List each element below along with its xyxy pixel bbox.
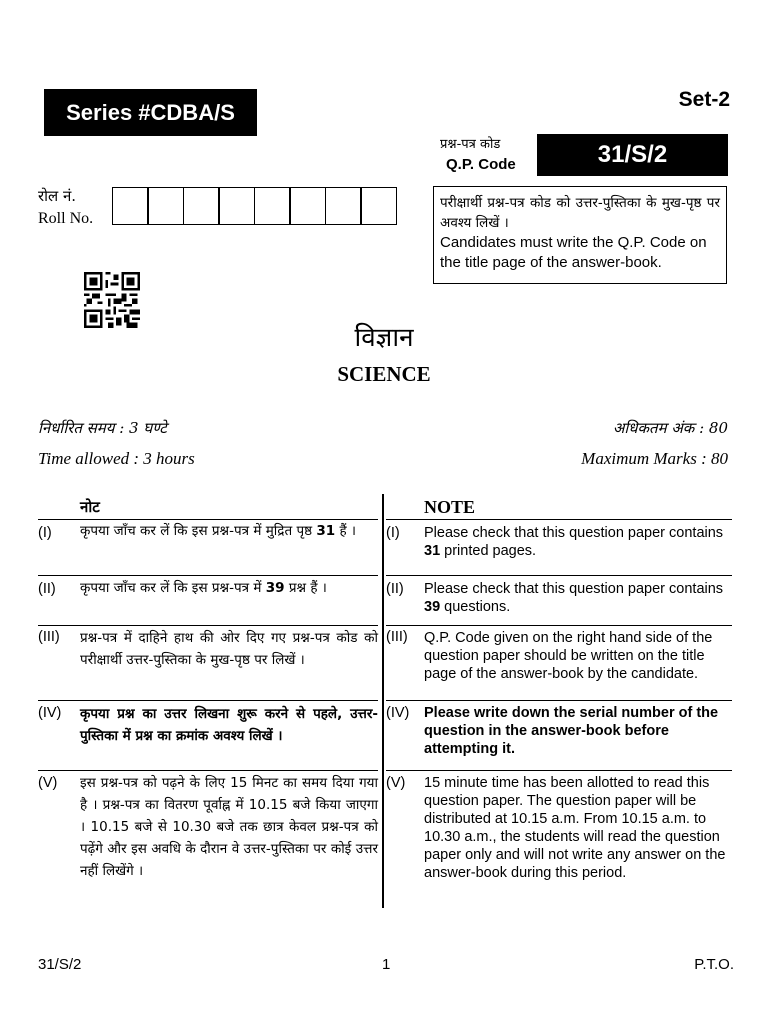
row-divider	[38, 625, 378, 626]
footer-pto: P.T.O.	[694, 956, 734, 973]
roll-number-boxes[interactable]	[113, 187, 397, 225]
roll-digit-box[interactable]	[183, 187, 220, 225]
footer-code: 31/S/2	[38, 956, 82, 973]
note-text: Please check that this question paper contains 31 printed pages.	[424, 525, 724, 559]
note-number-hindi: (III)	[38, 629, 60, 645]
roll-digit-box[interactable]	[325, 187, 362, 225]
qp-code-notice	[433, 186, 727, 284]
roll-label: Roll No.	[38, 210, 94, 227]
note-number: (V)	[386, 775, 406, 791]
roll-label-hindi: रोल नं.	[38, 187, 77, 205]
row-divider	[386, 625, 732, 626]
row-divider	[386, 700, 732, 701]
subject-title: SCIENCE	[337, 362, 431, 386]
row-divider	[386, 770, 732, 771]
roll-digit-box[interactable]	[360, 187, 397, 225]
row-divider	[386, 575, 732, 576]
roll-digit-box[interactable]	[254, 187, 291, 225]
row-divider	[386, 519, 732, 520]
note-number-hindi: (IV)	[38, 705, 62, 721]
series-label: Series #CDBA/S	[44, 89, 257, 136]
max-marks: Maximum Marks : 80	[581, 449, 728, 468]
notice-english: Candidates must write the Q.P. Code on the title page of the answer-book.	[440, 234, 707, 271]
page-number: 1	[382, 956, 391, 973]
roll-digit-box[interactable]	[289, 187, 326, 225]
note-number: (III)	[386, 629, 408, 645]
time-allowed: Time allowed : 3 hours	[38, 449, 195, 468]
note-text-hindi: कृपया जाँच कर लें कि इस प्रश्न-पत्र में मुद्रित पृष्ठ 31 हैं ।	[80, 523, 357, 539]
note-number-hindi: (I)	[38, 525, 52, 541]
note-text: Q.P. Code given on the right hand side of the question paper should be written on the title page of the answer-book by the candidate.	[424, 630, 713, 682]
note-text: 15 minute time has been allotted to read this question paper. The question paper will be distributed at 10.15 a.m. From 10.15 a.m. to 10.30 a.m., the students will read the question paper only and will not write any answer on the answer-book during this period.	[424, 775, 726, 881]
roll-digit-box[interactable]	[218, 187, 255, 225]
subject-title-hindi: विज्ञान	[354, 323, 414, 353]
note-number: (II)	[386, 581, 404, 597]
note-text-hindi: इस प्रश्न-पत्र को पढ़ने के लिए 15 मिनट का समय दिया गया है । प्रश्न-पत्र का वितरण पूर्वाह्न में 10.15 बजे किया जाएगा । 10.15 बजे से 10.30 बजे तक छात्र केवल प्रश्न-पत्र को पढ़ेंगे और इस अवधि के दौरान वे उत्तर-पुस्तिका पर कोई उत्तर नहीं लिखेंगे ।	[80, 775, 378, 879]
qp-code-label: Q.P. Code	[446, 156, 516, 173]
note-text-hindi: कृपया जाँच कर लें कि इस प्रश्न-पत्र में 39 प्रश्न हैं ।	[80, 580, 327, 596]
qp-code-box: 31/S/2	[537, 134, 728, 176]
roll-digit-box[interactable]	[147, 187, 184, 225]
note-heading-hindi: नोट	[80, 498, 100, 516]
time-allowed-hindi: निर्धारित समय : 3 घण्टे	[38, 419, 167, 437]
roll-digit-box[interactable]	[112, 187, 149, 225]
set-label: Set-2	[678, 88, 730, 111]
note-text-hindi: प्रश्न-पत्र में दाहिने हाथ की ओर दिए गए प्रश्न-पत्र कोड को परीक्षार्थी उत्तर-पुस्तिका के मुख-पृष्ठ पर लिखें ।	[80, 630, 378, 668]
max-marks-hindi: अधिकतम अंक : 80	[612, 419, 728, 437]
note-number-hindi: (V)	[38, 775, 58, 791]
note-heading: NOTE	[424, 497, 476, 517]
row-divider	[38, 770, 378, 771]
row-divider	[38, 700, 378, 701]
row-divider	[38, 575, 378, 576]
notice-hindi: परीक्षार्थी प्रश्न-पत्र कोड को उत्तर-पुस्तिका के मुख-पृष्ठ पर अवश्य लिखें ।	[440, 195, 720, 231]
note-text: Please check that this question paper contains 39 questions.	[424, 581, 724, 615]
note-number-hindi: (II)	[38, 581, 56, 597]
note-number: (IV)	[386, 705, 410, 721]
note-number: (I)	[386, 525, 400, 541]
qp-code-label-hindi: प्रश्न-पत्र कोड	[440, 137, 501, 152]
note-text: Please write down the serial number of the question in the answer-book before attempting it.	[424, 705, 719, 757]
column-divider	[382, 494, 384, 908]
note-text-hindi: कृपया प्रश्न का उत्तर लिखना शुरू करने से पहले, उत्तर-पुस्तिका में प्रश्न का क्रमांक अवश्य लिखें ।	[80, 706, 378, 744]
